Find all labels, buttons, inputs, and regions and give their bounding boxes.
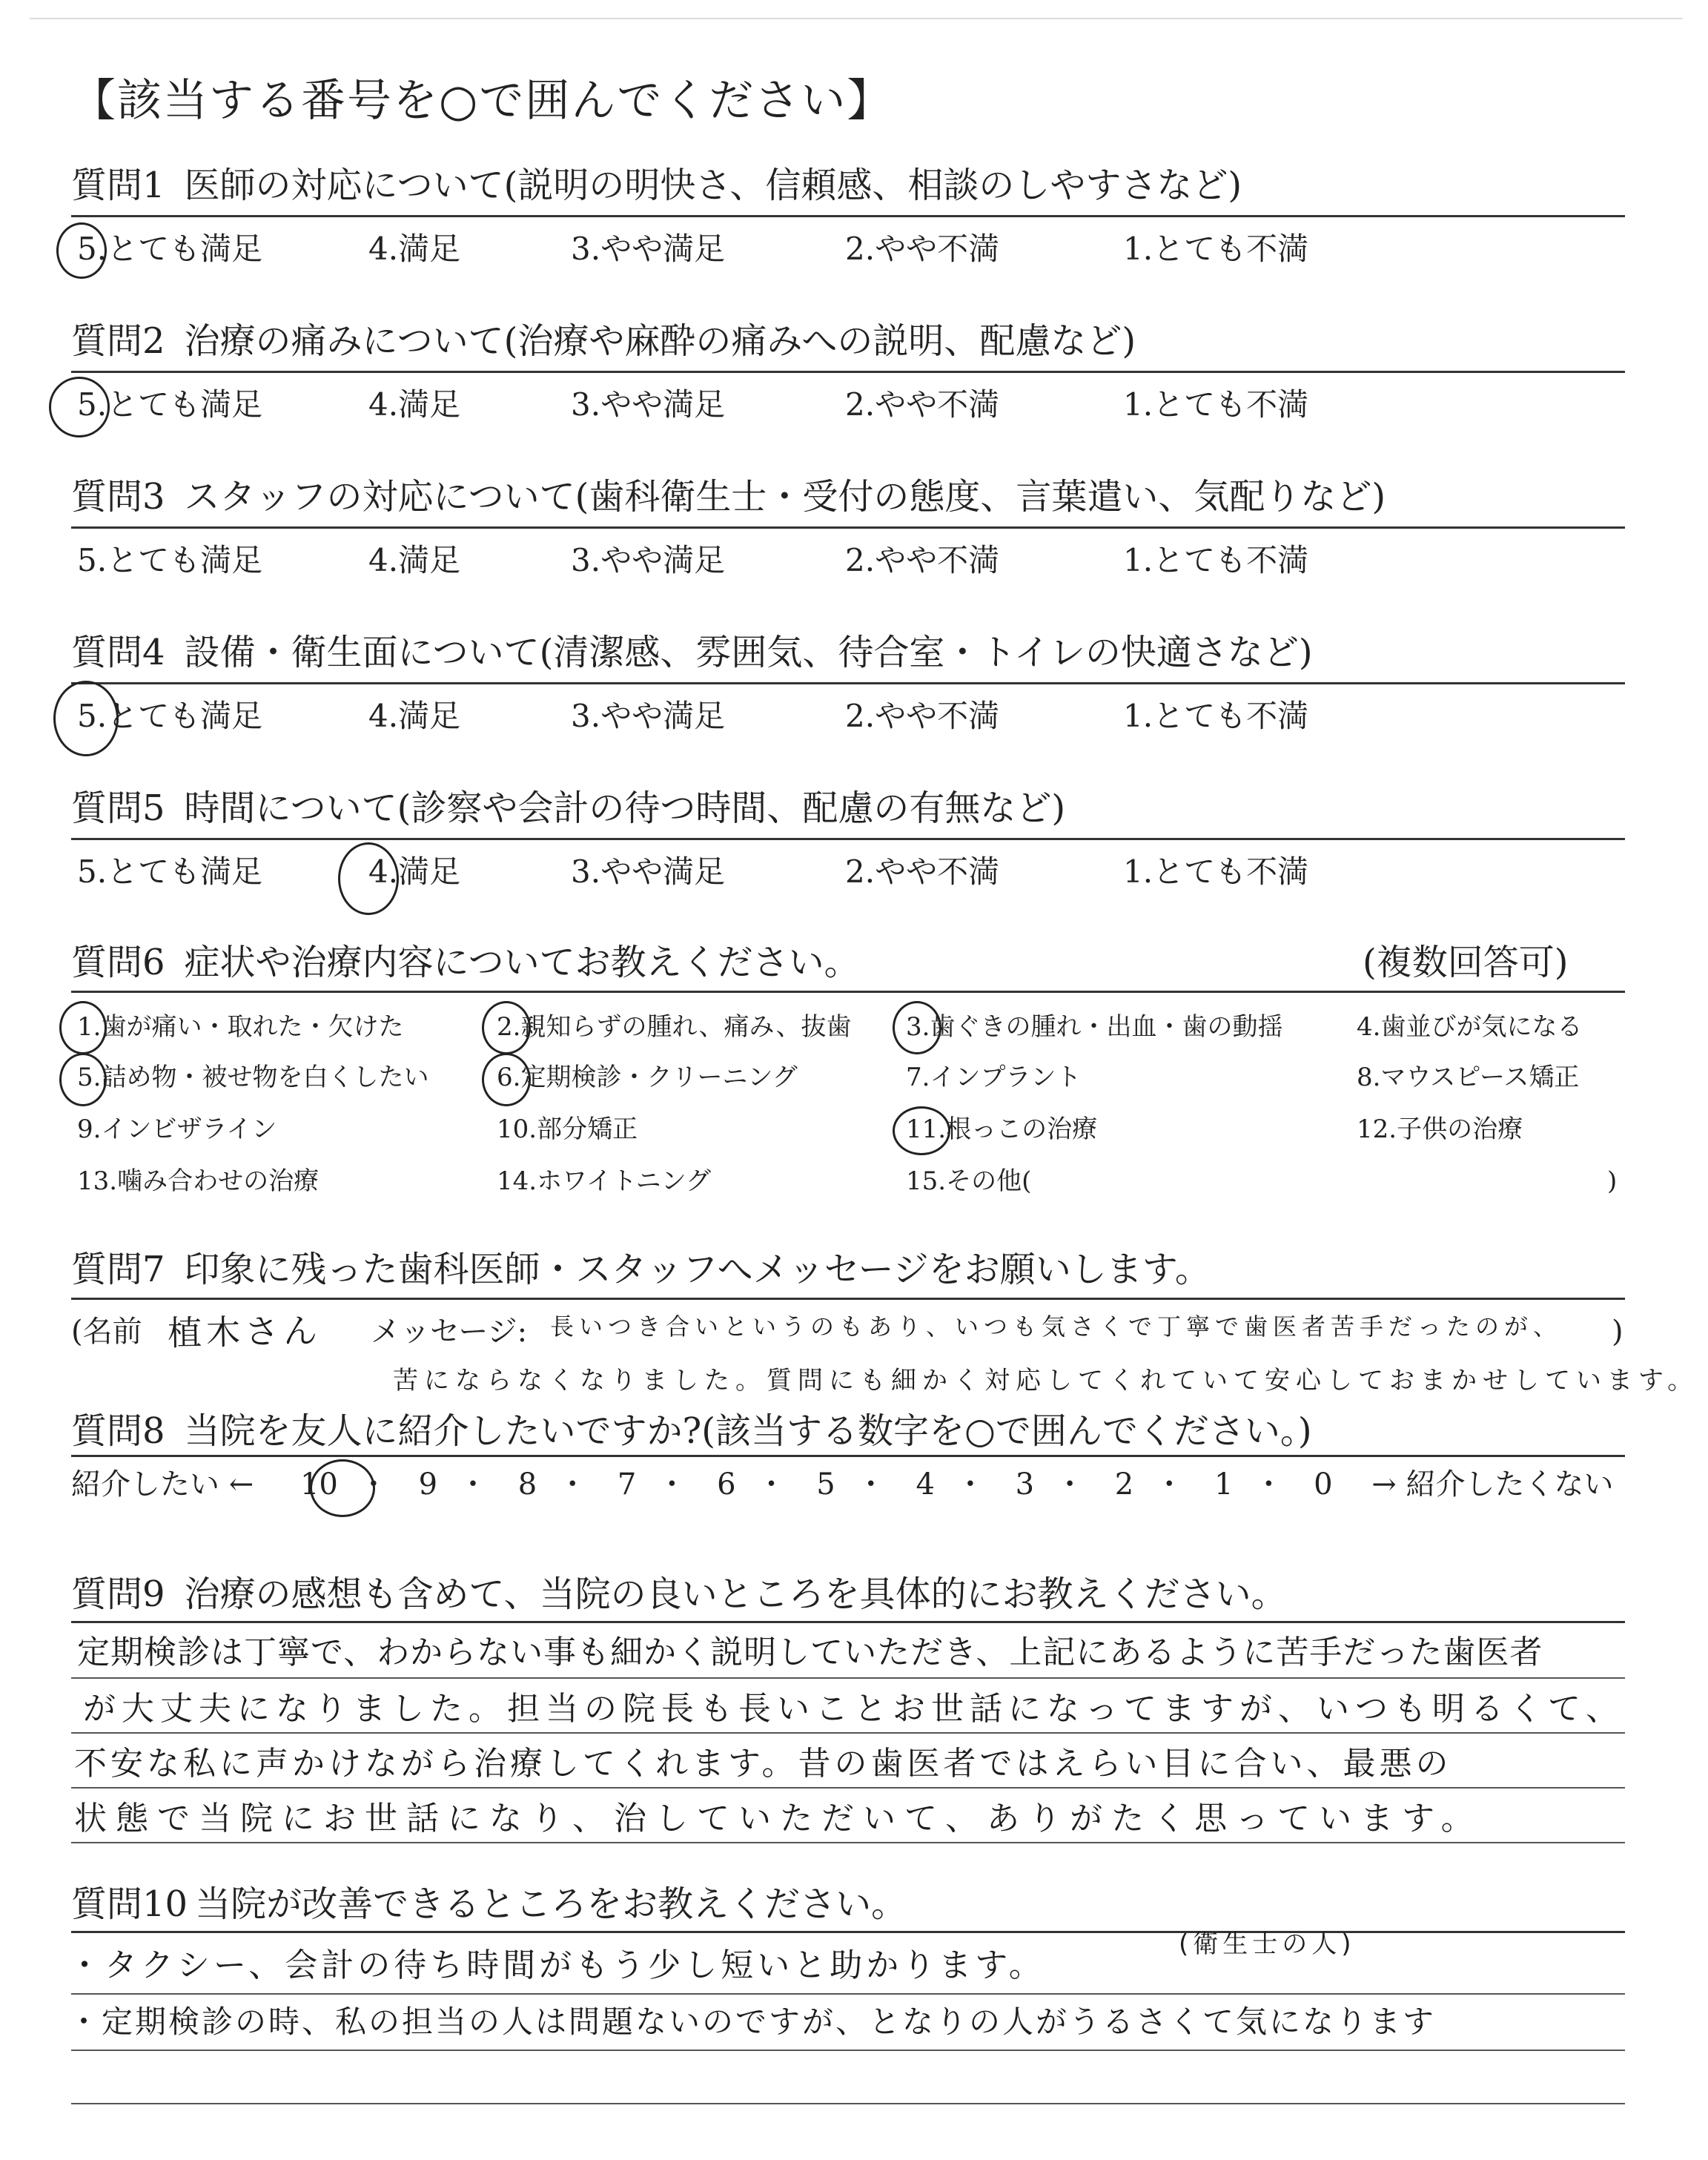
score-5[interactable]: 5 — [816, 1467, 835, 1502]
scale-dot: ・ — [1154, 1467, 1185, 1502]
question-8 — [71, 1407, 1628, 1455]
divider — [71, 1931, 1625, 1933]
divider — [71, 838, 1625, 840]
option-4[interactable]: 4.満足 — [368, 698, 461, 734]
option-3[interactable]: 3.やや満足 — [571, 542, 726, 578]
option-2[interactable]: 2.やや不満 — [845, 386, 1000, 423]
answer-line — [71, 1842, 1625, 1843]
option-5[interactable]: 5.とても満足 — [77, 231, 263, 267]
option-2[interactable]: 2.やや不満 — [845, 231, 1000, 267]
answer-line — [71, 1787, 1625, 1789]
question-number: 質問3 — [71, 476, 165, 518]
divider — [71, 1455, 1625, 1457]
divider — [71, 371, 1625, 373]
message-line-1: 長いつき合いというのもあり、いつも気さくで丁寧で歯医者苦手だったのが、 — [550, 1312, 1563, 1341]
question-number: 質問8 — [71, 1410, 165, 1452]
question-10 — [71, 1880, 1628, 1928]
symptom-option-14[interactable]: 14.ホワイトニング — [497, 1166, 712, 1196]
option-3[interactable]: 3.やや満足 — [571, 853, 726, 890]
score-7[interactable]: 7 — [617, 1467, 637, 1502]
score-4[interactable]: 4 — [916, 1467, 935, 1502]
question-title: 治療の感想も含めて、当院の良いところを具体的にお教えください。 — [184, 1573, 1287, 1615]
option-1[interactable]: 1.とても不満 — [1123, 542, 1309, 578]
symptom-option-7[interactable]: 7.インプラント — [906, 1063, 1082, 1092]
selection-circle — [338, 842, 399, 915]
scale-dot: ・ — [657, 1467, 687, 1502]
question-title: 設備・衛生面について(清潔感、雰囲気、待合室・トイレの快適さなど) — [184, 632, 1313, 673]
name-label: (名前 — [71, 1315, 142, 1349]
scale-dot: ・ — [358, 1467, 388, 1502]
option-2[interactable]: 2.やや不満 — [845, 853, 1000, 890]
question-7 — [71, 1246, 1628, 1293]
scale-dot: ・ — [955, 1467, 985, 1502]
option-3[interactable]: 3.やや満足 — [571, 698, 726, 734]
score-2[interactable]: 2 — [1114, 1467, 1134, 1502]
option-5[interactable]: 5.とても満足 — [77, 542, 263, 578]
score-1[interactable]: 1 — [1214, 1467, 1234, 1502]
question-title: 症状や治療内容についてお教えください。 — [184, 942, 860, 983]
symptom-option-9[interactable]: 9.インビザライン — [77, 1114, 277, 1144]
page-title: 【該当する番号を○で囲んでください】 — [71, 75, 893, 127]
question-number: 質問1 — [71, 165, 165, 206]
scale-left-label: 紹介したい ← — [71, 1467, 254, 1502]
option-4[interactable]: 4.満足 — [368, 231, 461, 267]
divider — [71, 682, 1625, 684]
symptom-option-8[interactable]: 8.マウスピース矯正 — [1357, 1063, 1580, 1092]
staff-name: 植木さん — [167, 1310, 322, 1353]
question-number: 質問2 — [71, 320, 165, 362]
option-3[interactable]: 3.やや満足 — [571, 386, 726, 423]
selection-circle — [56, 222, 107, 279]
option-5[interactable]: 5.とても満足 — [77, 853, 263, 890]
question-2 — [71, 317, 1628, 365]
scale-dot: ・ — [756, 1467, 787, 1502]
symptom-option-13[interactable]: 13.噛み合わせの治療 — [77, 1166, 320, 1196]
option-1[interactable]: 1.とても不満 — [1123, 386, 1309, 423]
symptom-option-6[interactable]: 6.定期検診・クリーニング — [497, 1063, 798, 1092]
answer-line — [71, 2103, 1625, 2104]
option-1[interactable]: 1.とても不満 — [1123, 231, 1309, 267]
score-3[interactable]: 3 — [1015, 1467, 1035, 1502]
question-number: 質問5 — [71, 787, 165, 829]
question-number: 質問7 — [71, 1249, 165, 1290]
question-number: 質問10 — [71, 1883, 188, 1925]
question-title: 治療の痛みについて(治療や麻酔の痛みへの説明、配慮など) — [184, 320, 1136, 362]
option-1[interactable]: 1.とても不満 — [1123, 853, 1309, 890]
scale-dot: ・ — [1055, 1467, 1085, 1502]
question-number: 質問6 — [71, 942, 165, 983]
question-title: 当院が改善できるところをお教えください。 — [195, 1883, 907, 1925]
answer-line — [71, 1993, 1625, 1995]
option-4[interactable]: 4.満足 — [368, 386, 461, 423]
option-3[interactable]: 3.やや満足 — [571, 231, 726, 267]
symptom-option-10[interactable]: 10.部分矯正 — [497, 1114, 638, 1144]
improvement-line-1: ・タクシー、会計の待ち時間がもう少し短いと助かります。 — [68, 1946, 1045, 1984]
question-9 — [71, 1571, 1628, 1618]
score-8[interactable]: 8 — [517, 1467, 537, 1502]
divider — [71, 1298, 1625, 1300]
answer-line — [71, 2050, 1625, 2051]
symptom-option-4[interactable]: 4.歯並びが気になる — [1357, 1012, 1583, 1042]
option-5[interactable]: 5.とても満足 — [77, 698, 263, 734]
question-title: 印象に残った歯科医師・スタッフへメッセージをお願いします。 — [184, 1249, 1211, 1290]
question-title: 医師の対応について(説明の明快さ、信頼感、相談のしやすさなど) — [184, 165, 1242, 206]
question-1 — [71, 162, 1628, 209]
message-label: メッセージ: — [371, 1315, 528, 1349]
selection-circle — [893, 1001, 941, 1054]
symptom-option-12[interactable]: 12.子供の治療 — [1357, 1114, 1523, 1144]
question-3 — [71, 473, 1628, 521]
improvement-line-2: ・定期検診の時、私の担当の人は問題ないのですが、となりの人がうるさくて気になります — [68, 2004, 1437, 2040]
selection-circle — [49, 377, 110, 437]
option-1[interactable]: 1.とても不満 — [1123, 698, 1309, 734]
divider — [71, 991, 1625, 993]
staff-note: (衛生士の人) — [1179, 1929, 1356, 1959]
divider — [71, 526, 1625, 529]
scale-dot: ・ — [855, 1467, 886, 1502]
score-10[interactable]: 10 — [299, 1467, 338, 1502]
answer-line — [71, 1677, 1625, 1679]
answer-line-2: が大丈夫になりました。担当の院長も長いことお世話になってますが、いつも明るくて、 — [83, 1690, 1625, 1728]
symptom-option-15[interactable]: 15.その他( — [906, 1166, 1032, 1196]
symptom-option-1[interactable]: 1.歯が痛い・取れた・欠けた — [77, 1012, 404, 1042]
message-line-2: 苦にならなくなりました。質問にも細かく対応してくれていて安心しておまかせしています。 — [393, 1366, 1699, 1396]
scale-dot: ・ — [1254, 1467, 1284, 1502]
selection-circle — [893, 1106, 950, 1155]
question-number: 質問4 — [71, 632, 165, 673]
selection-circle — [59, 1053, 107, 1106]
selection-circle — [310, 1459, 375, 1517]
top-border — [30, 18, 1683, 19]
symptom-option-2[interactable]: 2.親知らずの腫れ、痛み、抜歯 — [497, 1012, 852, 1042]
selection-circle — [53, 681, 119, 756]
symptom-option-11[interactable]: 11.根っこの治療 — [906, 1114, 1098, 1144]
answer-line-1: 定期検診は丁寧で、わからない事も細かく説明していただき、上記にあるように苦手だった歯医者 — [77, 1634, 1543, 1671]
selection-circle — [59, 1001, 107, 1054]
score-6[interactable]: 6 — [717, 1467, 736, 1502]
divider — [71, 1621, 1625, 1623]
score-0[interactable]: 0 — [1314, 1467, 1333, 1502]
scale-dot: ・ — [557, 1467, 588, 1502]
answer-line-3: 不安な私に声かけながら治療してくれます。昔の歯医者ではえらい目に合い、最悪の — [74, 1745, 1452, 1783]
question-title: 時間について(診察や会計の待つ時間、配慮の有無など) — [184, 787, 1066, 829]
symptom-option-5[interactable]: 5.詰め物・被せ物を白くしたい — [77, 1063, 429, 1092]
option-4[interactable]: 4.満足 — [368, 853, 461, 890]
message-close: ) — [1612, 1315, 1623, 1349]
selection-circle — [482, 1053, 531, 1106]
scale-right-label: → 紹介したくない — [1371, 1467, 1614, 1502]
question-number: 質問9 — [71, 1573, 165, 1615]
recommend-scale — [71, 1462, 1614, 1507]
question-5 — [71, 785, 1628, 832]
symptom-option-3[interactable]: 3.歯ぐきの腫れ・出血・歯の動揺 — [906, 1012, 1283, 1042]
answer-line-4: 状態で当院にお世話になり、治していただいて、ありがたく思っています。 — [74, 1800, 1483, 1837]
multiple-answer-note: (複数回答可) — [1363, 942, 1569, 983]
question-title: スタッフの対応について(歯科衛生士・受付の態度、言葉遣い、気配りなど) — [184, 476, 1386, 518]
answer-line — [71, 1732, 1625, 1734]
selection-circle — [482, 1001, 531, 1054]
divider — [71, 215, 1625, 217]
option-5[interactable]: 5.とても満足 — [77, 386, 263, 423]
option-2[interactable]: 2.やや不満 — [845, 698, 1000, 734]
option-2[interactable]: 2.やや不満 — [845, 542, 1000, 578]
scale-dot: ・ — [458, 1467, 489, 1502]
option-4[interactable]: 4.満足 — [368, 542, 461, 578]
question-title: 当院を友人に紹介したいですか?(該当する数字を○で囲んでください。) — [184, 1410, 1312, 1452]
question-4 — [71, 629, 1628, 676]
score-9[interactable]: 9 — [418, 1467, 438, 1502]
symptom-other-close: ) — [1607, 1166, 1618, 1196]
